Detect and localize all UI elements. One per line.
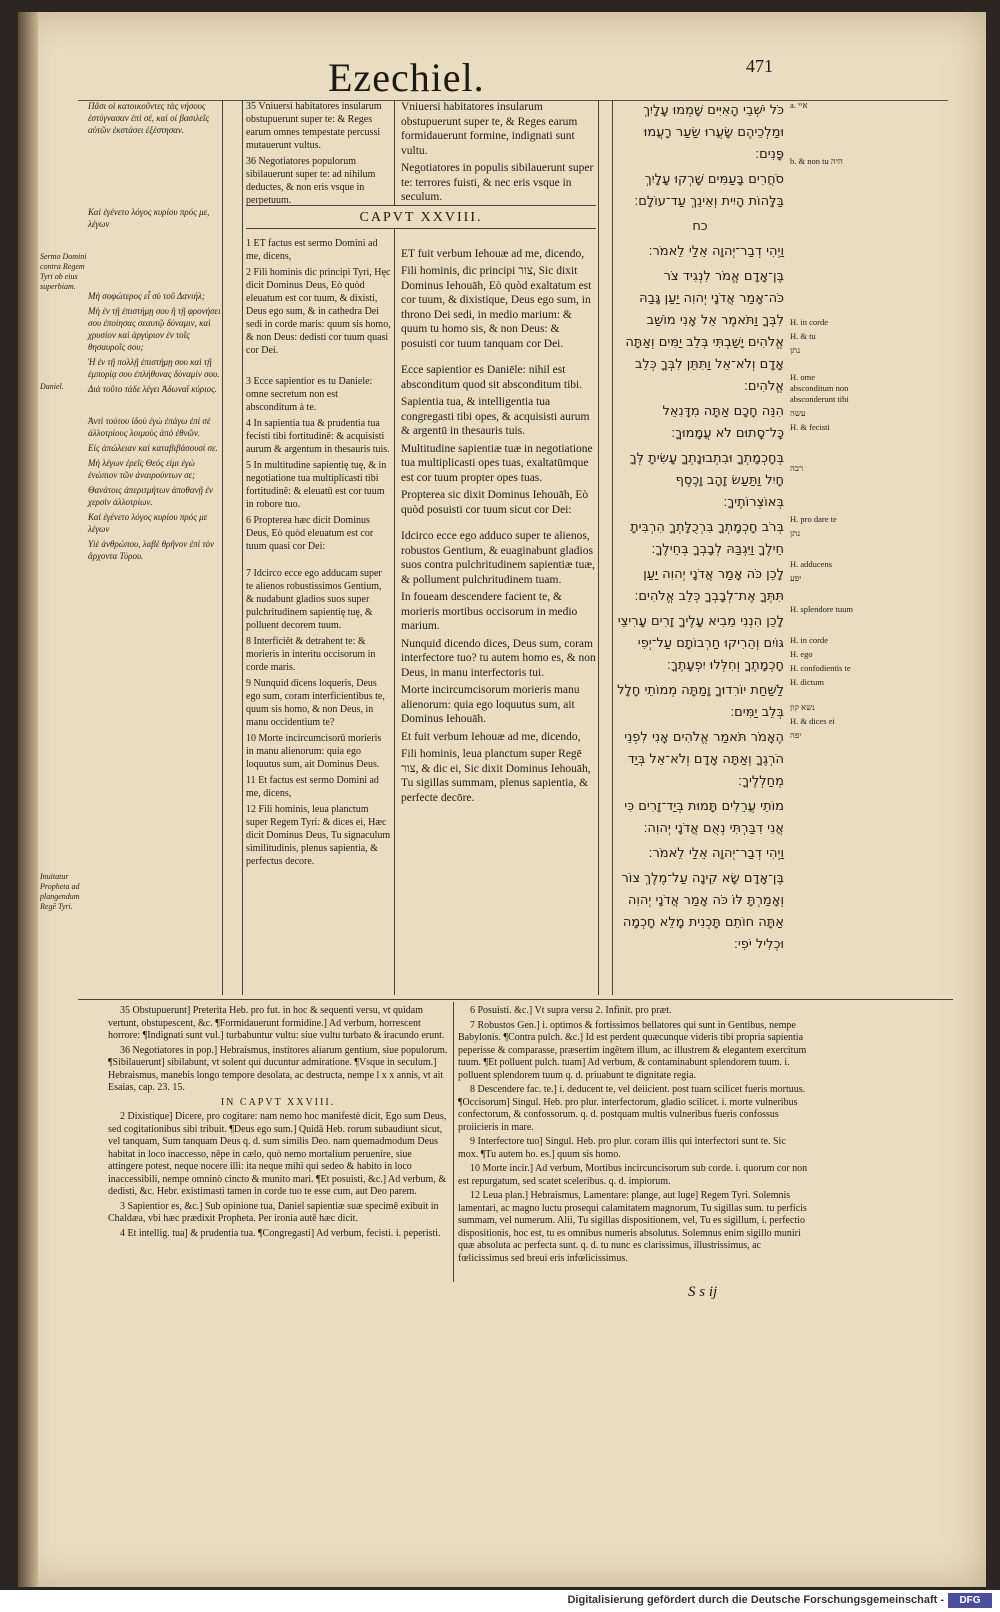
margin-note: Sermo Domini contra Regem Tyri ob eius superbiam. (40, 252, 87, 291)
hebrew-margin-notes (790, 100, 860, 744)
annotation: 9 Interfectore tuo] Singul. Heb. pro plur. coram illis qui interfectori sunt te. Sic mox. ¶Tu autem ho. es.] quum sis homo. (458, 1136, 786, 1160)
hebrew-note: H. in corde (790, 317, 829, 327)
hebrew-verse: הִנֵּה חָכָם אַתָּה מִדָּנִאֵל כָּל־סָתוּם לֹא עֲמָמוּךָ׃ (662, 404, 784, 441)
latin-verse: 8 Interficiēt & detrahent te: & morieris in interitu occisorum in corde maris. (246, 636, 376, 673)
book-binding (18, 12, 38, 1587)
annotation: 3 Sapientior es, &c.] Sub opinione tua, Daniel sapientiæ suæ specimē exibuit in Chaldæa, vbi hæc prædixit Propheta. Per ironia autē hæc dicit. (108, 1200, 439, 1224)
greek-verse: Καὶ ἐγένετο λόγος κυρίου πρός με, λέγων (88, 207, 210, 229)
latin-verse: 4 In sapientia tua & prudentia tua fecisti tibi fortitudinē: & acquisisti aurum & argentum in thesauris tuis. (246, 418, 390, 455)
hebrew-note: H. splendore tuum (790, 604, 854, 614)
running-title: Ezechiel. (328, 55, 485, 100)
notes-column-rule (453, 1002, 454, 1282)
latin-verse: 7 Idcirco ecce ego adducam super te alienos robustissimos Gentium, & nudabunt gladios suos super pulchritudinem sapientię tuę, & polluent decorem tuum. (246, 568, 382, 631)
latin-verse: Nunquid dicendo dices, Deus sum, coram interfectore tuo? tu autem homo es, & non Deus, in manu interfectoris tui. (401, 637, 596, 679)
greek-verse: Μὴ ἐν τῇ ἐπιστήμῃ σου ἢ τῇ φρονήσει σου ἐποίησας σεαυτῷ δύναμιν, καὶ χρυσίον καὶ ἀργύριον ἐν τοῖς θησαυροῖς σου; (88, 306, 221, 352)
annotation: 2 Dixistique] Dicere, pro cogitare: nam nemo hoc manifestè dicit, Ego sum Deus, sed cogitationibus sibi tribuit. ¶Deus ego sum.] Quidā Heb. rorum subaudiunt sicut, vel tanquam, Sum tanquam Deus q. d. sum similis Deo. nam quemadmodum Deus habitat in loco inaccesso, nēpe in cælo, quò nemo mortalium peruenire, siue attingere potest, neque nocere illi: ita neque mihi qui sedeo & habito in loco inaccessibili, nempe omninò cincto & munito mari. ¶Et posuisti, &c.] Ad verbum, & dedisti, &c. Hebr. existimasti tamen in corde tuo te esse cum, aut Deo parem. (108, 1111, 447, 1197)
folio-number: 471 (746, 56, 773, 76)
latin-verse: Fili hominis, leua planctum super Regē צור, & dic ei, Sic dixit Dominus Iehouāh, Tu sigillas summam, plenus sapientia, & perfecte decōre. (401, 748, 591, 804)
notes-rule (78, 999, 953, 1000)
hebrew-verse: הֶאָמֹר תֹּאמַר אֱלֹהִים אָנִי לִפְנֵי הֹרְגֶךָ וְאַתָּה אָדָם וְלֹא־אֵל בְּיַד מְחַלְלֶיךָ׃ (624, 730, 784, 789)
book-page (18, 12, 986, 1587)
hebrew-note: H. pro dare te (790, 514, 837, 524)
hebrew-note: b. & non tu היה (790, 156, 843, 166)
latin-verse: Vniuersi habitatores insularum obstupuerunt super te, & Reges earum formidauerunt formine, indignati sunt vultu. (401, 101, 578, 157)
hebrew-chapter-number: כח (692, 219, 708, 234)
hebrew-verse: וַיְהִי דְבַר־יְהוָה אֵלַי לֵאמֹר׃ (648, 244, 784, 259)
annotations-right (458, 1005, 808, 1267)
annotations-left (108, 1005, 448, 1242)
latin-verse: Multitudine sapientiæ tuæ in negotiatione tua multiplicasti opes tuas, exaltatūmque est cor tuum propter opes tuas. (401, 442, 593, 484)
latin-verse: Negotiatores in populis sibilauerunt super te: terrores fuisti, & nec eris vsque in seculum. (401, 162, 594, 203)
greek-verse: Θανάτοις ἀπεριτμήτων ἀποθανῇ ἐν χερσὶν ἀλλοτρίων. (88, 485, 213, 507)
latin-verse: 3 Ecce sapientior es tu Daniele: omne secretum non est absconditum à te. (246, 376, 373, 413)
hebrew-verse: בֶּן־אָדָם אֱמֹר לִנְגִיד צֹר כֹּה־אָמַר אֲדֹנָי יְהוִה יַעַן גָּבַהּ לִבְּךָ וַתֹּאמֶר אֵל אָנִי מוֹשַׁב אֱלֹהִים יָשַׁבְתִּי בְּלֵב יַמִּים וְאַתָּה אָדָם וְלֹא־אֵל וַתִּתֵּן לִבְּךָ כְּלֵב אֱלֹהִים׃ (625, 269, 784, 394)
latin-verse: 5 In multitudine sapientię tuę, & in negotiatione tua multiplicasti tibi fortitudinē: & eleuatū est cor tuum in robore tuo. (246, 460, 387, 510)
annotations-heading: IN CAPVT XXVIII. (220, 1096, 336, 1108)
hebrew-note: a. איי (790, 100, 808, 110)
latin-verse: 2 Fili hominis dic principi Tyri, Hęc dicit Dominus Deus, Eò quòd eleuatum est cor tuum, & dixisti, Deus ego sum, & in cathedra Dei sedi in corde maris: quum sis homo, & non Deus: dedisti cor tuum quasi cor Dei. (246, 267, 391, 356)
latin-verse: 35 Vniuersi habitatores insularum obstupuerunt super te: & Reges earum omnes tempestate percussi mutauerunt vultus. (246, 101, 382, 151)
margin-notes (40, 252, 88, 915)
greek-column (88, 100, 223, 565)
annotation: 8 Descendere fac. te.] i. deducent te, vel deiicient. post tuam scilicet fueris mortuus. ¶Occisorum] Singul. Heb. pro plur. interfectorum, gladio scilicet. i. morte vulneribus confectorum, & confossorum. q. d. postquam multis vulneribus fueris confossus proiicieris in mare. (458, 1084, 806, 1133)
hebrew-note: H. & fecisti (790, 422, 830, 432)
chapter-heading: CAPVT XXVIII. (359, 210, 483, 225)
column-rule (394, 228, 395, 995)
hebrew-note: H. ome absconditum non absconderunt tibi (790, 372, 849, 404)
margin-note: Inuitatur Propheta ad plangendum Regē Tyri. (40, 872, 80, 911)
latin-verse: 36 Negotiatores populorum sibilauerunt super te: ad nihilum deductes, & non eris vsque in perpetuum. (246, 156, 376, 206)
annotation: 7 Robustos Gen.] i. optimos & fortissimos bellatores qui sunt in Gentibus, nempe Babylonis. ¶Contra pulch. &c.] Id est perdent quæcunque videris tibi propria sapientia peperisse & comparasse, præsertim ingētem illum, ac illustrem & elegantem exercitum tuum. ¶Et polluent pulch. tuam] Ad verbum, & contaminabunt splendorem tuum. i. polluent splendorem tuum q. d. priuabunt te dignitate regia. (458, 1019, 807, 1081)
hebrew-note: H. in corde (790, 635, 829, 645)
greek-verse: Ἀντὶ τούτου ἰδοὺ ἐγὼ ἐπάγω ἐπὶ σὲ ἀλλοτρίους λοιμοὺς ἀπὸ ἐθνῶν. (88, 416, 211, 438)
latin-pagnini-column (401, 100, 596, 808)
column-rule (222, 100, 223, 995)
greek-verse: Υἱὲ ἀνθρώπου, λαβὲ θρῆνον ἐπὶ τὸν ἄρχοντα Τύρου. (88, 539, 215, 561)
hebrew-note: עשה (790, 408, 806, 418)
hebrew-verse: וַיְהִי דְבַר־יְהוָה אֵלַי לֵאמֹר׃ (648, 846, 784, 861)
hebrew-verse: לַשַּׁחַת יוֹרִדוּךָ וָמַתָּה מְמוֹתֵי חָלָל בְּלֵב יַמִּים׃ (617, 683, 784, 720)
annotation: 36 Negotiatores in pop.] Hebraismus, institores aliarum gentium, siue populorum. ¶Sibilauerunt] sibilabunt, vt solent qui ducuntur admiratione. ¶Vsque in seculum.] Hebraismus, manebis longo tempore desolata, ac destructa, nempe l x x annis, vt ait Esaias, cap. 23. 15. (108, 1044, 448, 1093)
greek-verse: Καὶ ἐγένετο λόγος κυρίου πρός με λέγων (88, 512, 208, 534)
hebrew-note: נשא קון (790, 702, 815, 712)
hebrew-verse: לָכֵן כֹּה אָמַר אֲדֹנָי יְהוִה יַעַן תִּתְּךָ אֶת־לְבָבְךָ כְּלֵב אֱלֹהִים׃ (634, 567, 784, 604)
hebrew-note: יפע (790, 573, 802, 583)
column-rule (598, 100, 599, 995)
hebrew-note: יפה (790, 730, 802, 740)
hebrew-note: רבה (790, 463, 804, 473)
column-rule (394, 100, 395, 205)
annotation: 6 Posuisti. &c.] Vt supra versu 2. Infinit. pro præt. (470, 1005, 672, 1016)
latin-verse: In foueam descendere facient te, & morieris mortibus occisorum in medio marium. (401, 591, 578, 632)
hebrew-verse: בְּרֹב חָכְמָתְךָ בִּרְכֻלָּתְךָ הִרְבִּיתָ חֵילֶךָ וַיִּגְבַּהּ לְבָבְךָ בְּחֵילֶךָ׃ (630, 520, 784, 557)
greek-verse: Ἡ ἐν τῇ πολλῇ ἐπιστήμῃ σου καὶ τῇ ἐμπορίᾳ σου ἐπλήθυνας δύναμίν σου. (88, 357, 220, 379)
hebrew-verse: מוֹתֵי עֲרֵלִים תָּמוּת בְּיַד־זָרִים כִּי אֲנִי דִבַּרְתִּי נְאֻם אֲדֹנָי יְהוִה׃ (624, 799, 784, 836)
annotation: 35 Obstupuerunt] Preterita Heb. pro fut. in hoc & sequenti versu, vt quidam vertunt, obstupescent, &c. ¶Formidauerunt formidine.] Ad verbum, horrescent horrore: ¶Indignati sunt vul.] turbabuntur vultu: siue vultu turbato & iracundo erunt. (108, 1005, 445, 1041)
latin-verse: Idcirco ecce ego adduco super te alienos, robustos Gentium, & euaginabunt gladios suos contra pulchritudinem sapientiæ tuæ, & pollument pulchritudinem tuam. (401, 530, 595, 586)
hebrew-note: H. confodientis te (790, 663, 851, 673)
dfg-logo: DFG (948, 1593, 992, 1608)
latin-verse: 1 ET factus est sermo Domini ad me, dicens, (246, 238, 378, 262)
hebrew-verse: כֹּל יֹשְׁבֵי הָאִיִּים שָׁמְמוּ עָלָיִךְ וּמַלְכֵיהֶם שָׂעֲרוּ שַׂעַר רָעֲמוּ פָּנִים׃ (643, 103, 784, 162)
hebrew-column (616, 100, 784, 959)
hebrew-note: נתן (790, 528, 801, 538)
digitization-footer (0, 1590, 1000, 1612)
latin-verse: 9 Nunquid dicens loqueris, Deus ego sum, coram interficientibus te, quum sis homo, & non Deus, in manu occidentium te? (246, 678, 385, 728)
annotation: 10 Morte incir.] Ad verbum, Mortibus incircuncisorum sub corde. i. quorum cor non est repurgatum, sed scatet sceleribus. q. d. impiorum. (458, 1163, 808, 1187)
greek-verse: Πᾶσι οἱ κατοικοῦντες τὰς νήσους ἐστύγνασαν ἐπὶ σέ, καὶ οἱ βασιλεῖς αὐτῶν ἐκστάσει ἐξέστησαν. (88, 101, 210, 135)
hebrew-verse: סֹחֲרִים בָּעַמִּים שָׁרְקוּ עָלָיִךְ בַּלָּהוֹת הָיִית וְאֵינֵךְ עַד־עוֹלָם׃ (634, 172, 784, 209)
hebrew-note: H. ego (790, 649, 813, 659)
hebrew-note: נתן (790, 345, 801, 355)
margin-note: Daniel. (40, 382, 64, 391)
hebrew-note: H. adducens (790, 559, 833, 569)
latin-verse: Propterea sic dixit Dominus Iehouāh, Eò quòd posuisti cor tuum sicut cor Dei: (401, 489, 589, 516)
signature-mark: S s ij (688, 1284, 718, 1300)
greek-verse: Μὴ λέγων ἐρεῖς Θεός εἰμι ἐγὼ ἐνώπιον τῶν ἀναιρούντων σε; (88, 458, 196, 480)
hebrew-verse: בְּחָכְמָתְךָ וּבִתְבוּנָתְךָ עָשִׂיתָ לְּךָ חָיִל וַתַּעַשׂ זָהָב וָכֶסֶף בְּאוֹצְרוֹתֶיךָ׃ (629, 451, 784, 510)
greek-verse: Μὴ σοφώτερος εἶ σὺ τοῦ Δανιήλ; (88, 291, 205, 301)
column-rule (242, 100, 243, 995)
hebrew-note: H. & tu (790, 331, 816, 341)
latin-verse: Sapientia tua, & intelligentia tua congregasti tibi opes, & acquisisti aurum & argentū in thesauris tuis. (401, 396, 590, 437)
hebrew-note: H. & dices ei (790, 716, 835, 726)
latin-verse: ET fuit verbum Iehouæ ad me, dicendo, (401, 247, 585, 260)
latin-verse: 12 Fili hominis, leua planctum super Regem Tyri: & dices ei, Hæc dicit Dominus Deus, Tu signaculum similitudinis, plenus sapientia, & perfectus decore. (246, 804, 391, 867)
latin-verse: 10 Morte incircumcisorū morieris in manu alienorum: quia ego loquutus sum, ait Dominus Deus. (246, 733, 382, 770)
latin-verse: Ecce sapientior es Daniēle: nihil est absconditum quod sit absconditum tibi. (401, 364, 583, 391)
latin-verse: Morte incircumcisorum morieris manu alienorum: quia ego loquutus sum, ait Dominus Iehouāh. (401, 684, 580, 725)
hebrew-note: H. dictum (790, 677, 824, 687)
greek-verse: Διὰ τοῦτο τάδε λέγει Ἀδωναΐ κύριος. (88, 384, 217, 394)
latin-verse: 6 Propterea hæc dicit Dominus Deus, Eò quòd eleuatum est cor tuum quasi cor Dei: (246, 515, 374, 552)
latin-verse: 11 Et factus est sermo Domini ad me, dicens, (246, 775, 379, 799)
column-rule (612, 100, 613, 995)
annotation: 12 Leua plan.] Hebraismus, Lamentare: plange, aut luge] Regem Tyri. Solemnis lamentari, ac magno luctu prosequi calamitatem magnorum, Tu sigillas sum. tu perficis summam, vel numerum. Alii, Tu sigillas dispositionem, vel, Tu es sigillum, i. perfectio dispositionis, hoc est, tu es omnibus numeris absolutus. Solemnus enim sigillo muniri quæ absoluta ac perfecta sunt. q. d. tu nunc es clarissimus, illustrissimus, ac fœlicissimus sed breui eris infœlicissimus. (458, 1190, 807, 1264)
latin-verse: Et fuit verbum Iehouæ ad me, dicendo, (401, 730, 581, 743)
greek-verse: Εἰς ἀπώλειαν καὶ καταβιβάσουσί σε. (88, 443, 218, 453)
footer-credit: Digitalisierung gefördert durch die Deutsche Forschungsgemeinschaft - (567, 1594, 944, 1606)
hebrew-verse: לָכֵן הִנְנִי מֵבִיא עָלֶיךָ זָרִים עָרִיצֵי גּוֹיִם וְהֵרִיקוּ חַרְבוֹתָם עַל־יְפִי חָכְמָתֶךָ וְחִלְּלוּ יִפְעָתֶךָ׃ (617, 614, 784, 673)
hebrew-verse: בֶּן־אָדָם שָׂא קִינָה עַל־מֶלֶךְ צוֹר וְאָמַרְתָּ לּוֹ כֹּה אָמַר אֲדֹנָי יְהוִה אַתָּה חוֹתֵם תָּכְנִית מָלֵא חָכְמָה וּכְלִיל יֹפִי׃ (621, 871, 784, 952)
latin-verse: Fili hominis, dic principi צור, Sic dixit Dominus Iehouāh, Eò quòd exaltatum est cor tuum, & dixistique, Deus ego sum, in throno Dei sedi, in medio marium: & quum tu homo sis, & non Deus: & posuisti cor tuum tanquam cor Dei. (401, 265, 592, 350)
annotation: 4 Et intellig. tua] & prudentia tua. ¶Congregasti] Ad verbum, fecisti. i. peperisti. (120, 1227, 441, 1239)
